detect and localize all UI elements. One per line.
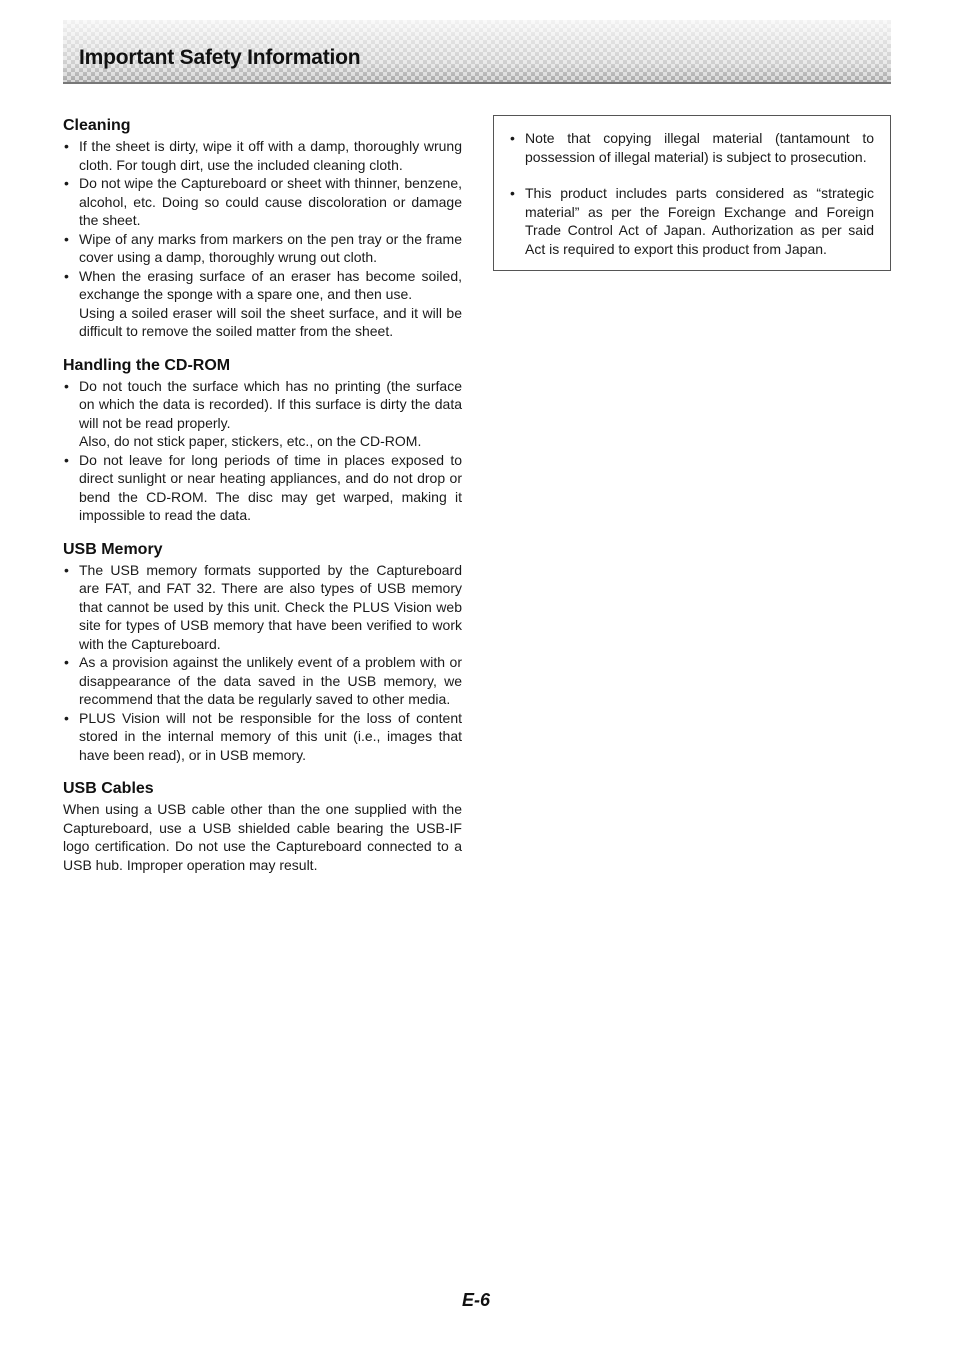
list-item: • The USB memory formats supported by the Captureboard are FAT, and FAT 32. There are also types of USB memory that cannot be used by this unit. Check the PLUS Vision web site for types of USB memory that have been verified to work with the Captureboard.	[63, 561, 462, 654]
section-cleaning	[63, 117, 462, 341]
section-heading: Cleaning	[63, 117, 131, 134]
section-heading: USB Memory	[63, 540, 163, 558]
list-item: • When the erasing surface of an eraser has become soiled, exchange the sponge with a spare one, and then use. Using a soiled eraser will soil the sheet surface, and it will be difficult to remove the soiled matter from the sheet.	[63, 267, 462, 341]
list-item: • Do not wipe the Captureboard or sheet with thinner, benzene, alcohol, etc. Doing so could cause discoloration or damage the sheet.	[63, 174, 462, 230]
bullet-list	[63, 561, 462, 765]
section-usb-memory	[63, 541, 462, 765]
section-heading: USB Cables	[63, 780, 154, 797]
list-item: • Do not touch the surface which has no printing (the surface on which the data is recorded). If this surface is dirty the data will not be read properly. Also, do not stick paper, stickers, etc., on the CD-ROM.	[63, 377, 462, 451]
header-banner	[63, 20, 891, 84]
bullet-list	[63, 377, 462, 525]
notes-list	[509, 129, 874, 258]
bullet-list	[63, 137, 462, 341]
list-item: • Do not leave for long periods of time in places exposed to direct sunlight or near heating appliances, and do not drop or bend the CD-ROM. The disc may get warped, making it impossible to read the data.	[63, 451, 462, 525]
list-item: • Wipe of any marks from markers on the pen tray or the frame cover using a damp, thoroughly wrung out cloth.	[63, 230, 462, 267]
section-usb-cables	[63, 780, 462, 874]
list-item: • As a provision against the unlikely event of a problem with or disappearance of the data saved in the USB memory, we recommend that the data be regularly saved to other media.	[63, 653, 462, 709]
section-handling-cd-rom	[63, 357, 462, 525]
list-item: • If the sheet is dirty, wipe it off with a damp, thoroughly wrung cloth. For tough dirt, use the included cleaning cloth.	[63, 137, 462, 174]
left-column	[63, 117, 462, 890]
note-item: • Note that copying illegal material (tantamount to possession of illegal material) is subject to prosecution.	[509, 129, 874, 166]
list-item: • PLUS Vision will not be responsible for the loss of content stored in the internal memory of this unit (i.e., images that have been read), or in USB memory.	[63, 709, 462, 765]
section-heading: Handling the CD-ROM	[63, 356, 231, 374]
section-paragraph: When using a USB cable other than the one supplied with the Captureboard, use a USB shielded cable bearing the USB-IF logo certification. Do not use the Captureboard connected to a USB hub. Improper operation may result.	[63, 801, 462, 873]
page-number: E-6	[462, 1290, 491, 1310]
page-title: Important Safety Information	[79, 46, 361, 69]
notes-box	[493, 115, 891, 271]
note-item: • This product includes parts considered as “strategic material” as per the Foreign Exchange and Foreign Trade Control Act of Japan. Authorization as per said Act is required to export this product from Japan.	[509, 184, 874, 258]
